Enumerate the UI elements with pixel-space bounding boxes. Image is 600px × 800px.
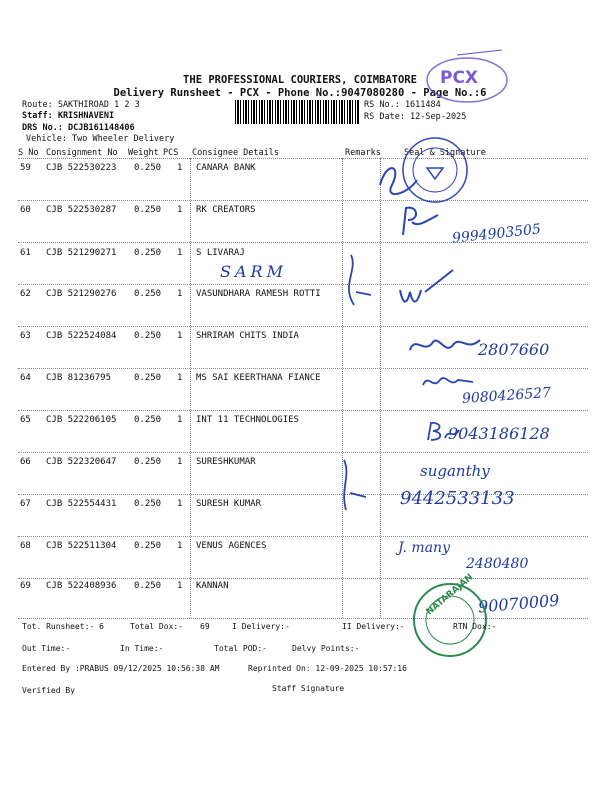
row-consignment: CJB 522530287 bbox=[46, 205, 117, 215]
rs-date: RS Date: 12-Sep-2025 bbox=[364, 112, 467, 122]
row-weight: 0.250 bbox=[134, 373, 162, 383]
handwritten-phone-67: 9442533133 bbox=[400, 488, 515, 509]
row-rule bbox=[18, 410, 588, 411]
row-weight: 0.250 bbox=[134, 541, 162, 551]
row-consignee: SURESHKUMAR bbox=[196, 457, 256, 467]
col-consignee: Consignee Details bbox=[192, 148, 279, 158]
row-rule bbox=[18, 326, 588, 327]
handwritten-name-67: suganthy bbox=[420, 462, 490, 480]
row-sno: 62 bbox=[20, 289, 31, 299]
staff-signature: Staff Signature bbox=[272, 684, 345, 693]
table-row bbox=[0, 248, 380, 262]
tamil-handwriting-row-63 bbox=[405, 330, 485, 360]
table-row bbox=[0, 163, 380, 177]
row-pcs: 1 bbox=[177, 163, 183, 173]
row-consignment: CJB 522524084 bbox=[46, 331, 117, 341]
signature-row-59 bbox=[372, 155, 432, 205]
row-consignee: RK CREATORS bbox=[196, 205, 256, 215]
row-pcs: 1 bbox=[177, 205, 183, 215]
table-row bbox=[0, 289, 380, 303]
i-delivery: I Delivery:- bbox=[232, 622, 290, 631]
handwritten-phone-65: 9043186128 bbox=[448, 424, 550, 443]
grid-line bbox=[380, 158, 381, 618]
row-weight: 0.250 bbox=[134, 415, 162, 425]
row-consignment: CJB 81236795 bbox=[46, 373, 112, 383]
table-row bbox=[0, 373, 380, 387]
col-weight: Weight bbox=[128, 148, 159, 158]
rs-number: RS No.: 1611484 bbox=[364, 100, 441, 110]
in-time: In Time:- bbox=[120, 644, 164, 653]
table-bottom-rule bbox=[18, 618, 588, 619]
row-consignee: MS SAI KEERTHANA FIANCE bbox=[196, 373, 321, 383]
reprinted-on: Reprinted On: 12-09-2025 10:57:16 bbox=[248, 664, 407, 673]
table-row bbox=[0, 581, 380, 595]
row-sno: 63 bbox=[20, 331, 31, 341]
table-row bbox=[0, 415, 380, 429]
row-sno: 60 bbox=[20, 205, 31, 215]
row-pcs: 1 bbox=[177, 373, 183, 383]
row-weight: 0.250 bbox=[134, 163, 162, 173]
col-consignment: Consignment No bbox=[46, 148, 118, 158]
company-title: THE PROFESSIONAL COURIERS, COIMBATORE bbox=[183, 74, 417, 86]
barcode bbox=[235, 100, 360, 124]
row-consignment: CJB 522554431 bbox=[46, 499, 117, 509]
drs-number: DRS No.: DCJB161148406 bbox=[22, 123, 135, 133]
row-sno: 68 bbox=[20, 541, 31, 551]
row-consignee: VENUS AGENCES bbox=[196, 541, 267, 551]
row-consignment: CJB 522408936 bbox=[46, 581, 117, 591]
handwritten-number-68: 2480480 bbox=[466, 556, 529, 572]
verified-by: Verified By bbox=[22, 686, 75, 695]
handwritten-phone-60: 9994903505 bbox=[451, 221, 542, 247]
row-sno: 61 bbox=[20, 248, 31, 258]
row-pcs: 1 bbox=[177, 331, 183, 341]
table-row bbox=[0, 205, 380, 219]
row-rule bbox=[18, 452, 588, 453]
row-weight: 0.250 bbox=[134, 289, 162, 299]
ii-delivery: II Delivery:- bbox=[342, 622, 405, 631]
row-consignee: SHRIRAM CHITS INDIA bbox=[196, 331, 299, 341]
row-weight: 0.250 bbox=[134, 331, 162, 341]
total-dox-value: 69 bbox=[200, 622, 210, 631]
row-pcs: 1 bbox=[177, 415, 183, 425]
total-pod: Total POD:- bbox=[214, 644, 267, 653]
row-rule bbox=[18, 368, 588, 369]
row-consignee: SURESH KUMAR bbox=[196, 499, 262, 509]
row-rule bbox=[18, 242, 588, 243]
header-rule bbox=[18, 158, 588, 159]
handwritten-phone-64: 9080426527 bbox=[461, 384, 552, 408]
table-row bbox=[0, 331, 380, 345]
row-consignment: CJB 522511304 bbox=[46, 541, 117, 551]
row-sno: 66 bbox=[20, 457, 31, 467]
row-weight: 0.250 bbox=[134, 248, 162, 258]
row-consignee: CANARA BANK bbox=[196, 163, 256, 173]
bracket-mark-row-62 bbox=[336, 250, 376, 320]
row-rule bbox=[18, 200, 588, 201]
row-consignment: CJB 522530223 bbox=[46, 163, 117, 173]
vehicle-label: Vehicle: Two Wheeler Delivery bbox=[26, 134, 175, 144]
col-remarks: Remarks bbox=[345, 148, 381, 158]
row-pcs: 1 bbox=[177, 457, 183, 467]
col-seal: Seal & Signature bbox=[404, 148, 486, 158]
row-sno: 59 bbox=[20, 163, 31, 173]
out-time: Out Time:- bbox=[22, 644, 71, 653]
row-weight: 0.250 bbox=[134, 205, 162, 215]
row-rule bbox=[18, 578, 588, 579]
row-consignment: CJB 521290271 bbox=[46, 248, 117, 258]
route-label: Route: SAKTHIROAD 1 2 3 bbox=[22, 100, 140, 110]
row-consignee: VASUNDHARA RAMESH ROTTI bbox=[196, 289, 321, 299]
row-consignee: INT 11 TECHNOLOGIES bbox=[196, 415, 299, 425]
row-consignment: CJB 522320647 bbox=[46, 457, 117, 467]
row-pcs: 1 bbox=[177, 499, 183, 509]
row-consignment: CJB 521290276 bbox=[46, 289, 117, 299]
col-sno: S No bbox=[18, 148, 39, 158]
row-pcs: 1 bbox=[177, 541, 183, 551]
row-pcs: 1 bbox=[177, 581, 183, 591]
table-row bbox=[0, 541, 380, 555]
row-consignee: S LIVARAJ bbox=[196, 248, 245, 258]
handwritten-number-63: 2807660 bbox=[478, 340, 550, 359]
col-pcs: PCS bbox=[163, 148, 179, 158]
handwritten-number-69: 90070009 bbox=[477, 590, 561, 617]
handwritten-name-68: J. many bbox=[398, 540, 450, 556]
row-rule bbox=[18, 284, 588, 285]
signature-row-60 bbox=[398, 200, 448, 240]
staff-label: Staff: KRISHNAVENI bbox=[22, 111, 115, 121]
row-sno: 65 bbox=[20, 415, 31, 425]
rtn-dox: RTN Dox:- bbox=[453, 622, 497, 631]
signature-row-62 bbox=[395, 270, 455, 320]
table-row bbox=[0, 457, 380, 471]
bracket-mark-row-67 bbox=[336, 455, 376, 515]
handwritten-name-62: SARM bbox=[220, 262, 287, 281]
row-consignment: CJB 522206105 bbox=[46, 415, 117, 425]
row-pcs: 1 bbox=[177, 289, 183, 299]
row-weight: 0.250 bbox=[134, 499, 162, 509]
row-sno: 64 bbox=[20, 373, 31, 383]
total-dox-label: Total Dox:- bbox=[130, 622, 183, 631]
runsheet-title: Delivery Runsheet - PCX - Phone No.:9047080280 - Page No.:6 bbox=[113, 87, 487, 99]
row-consignee: KANNAN bbox=[196, 581, 229, 591]
row-pcs: 1 bbox=[177, 248, 183, 258]
tot-runsheet: Tot. Runsheet:- 6 bbox=[22, 622, 104, 631]
row-weight: 0.250 bbox=[134, 581, 162, 591]
delvy-points: Delvy Points:- bbox=[292, 644, 360, 653]
entered-by: Entered By :PRABUS 09/12/2025 10:56:38 AM bbox=[22, 664, 220, 673]
natarajan-seal-text: NATARAJAN bbox=[424, 572, 476, 618]
row-weight: 0.250 bbox=[134, 457, 162, 467]
row-rule bbox=[18, 536, 588, 537]
row-sno: 69 bbox=[20, 581, 31, 591]
pcx-stamp-text: PCX bbox=[440, 68, 479, 88]
table-row bbox=[0, 499, 380, 513]
row-sno: 67 bbox=[20, 499, 31, 509]
